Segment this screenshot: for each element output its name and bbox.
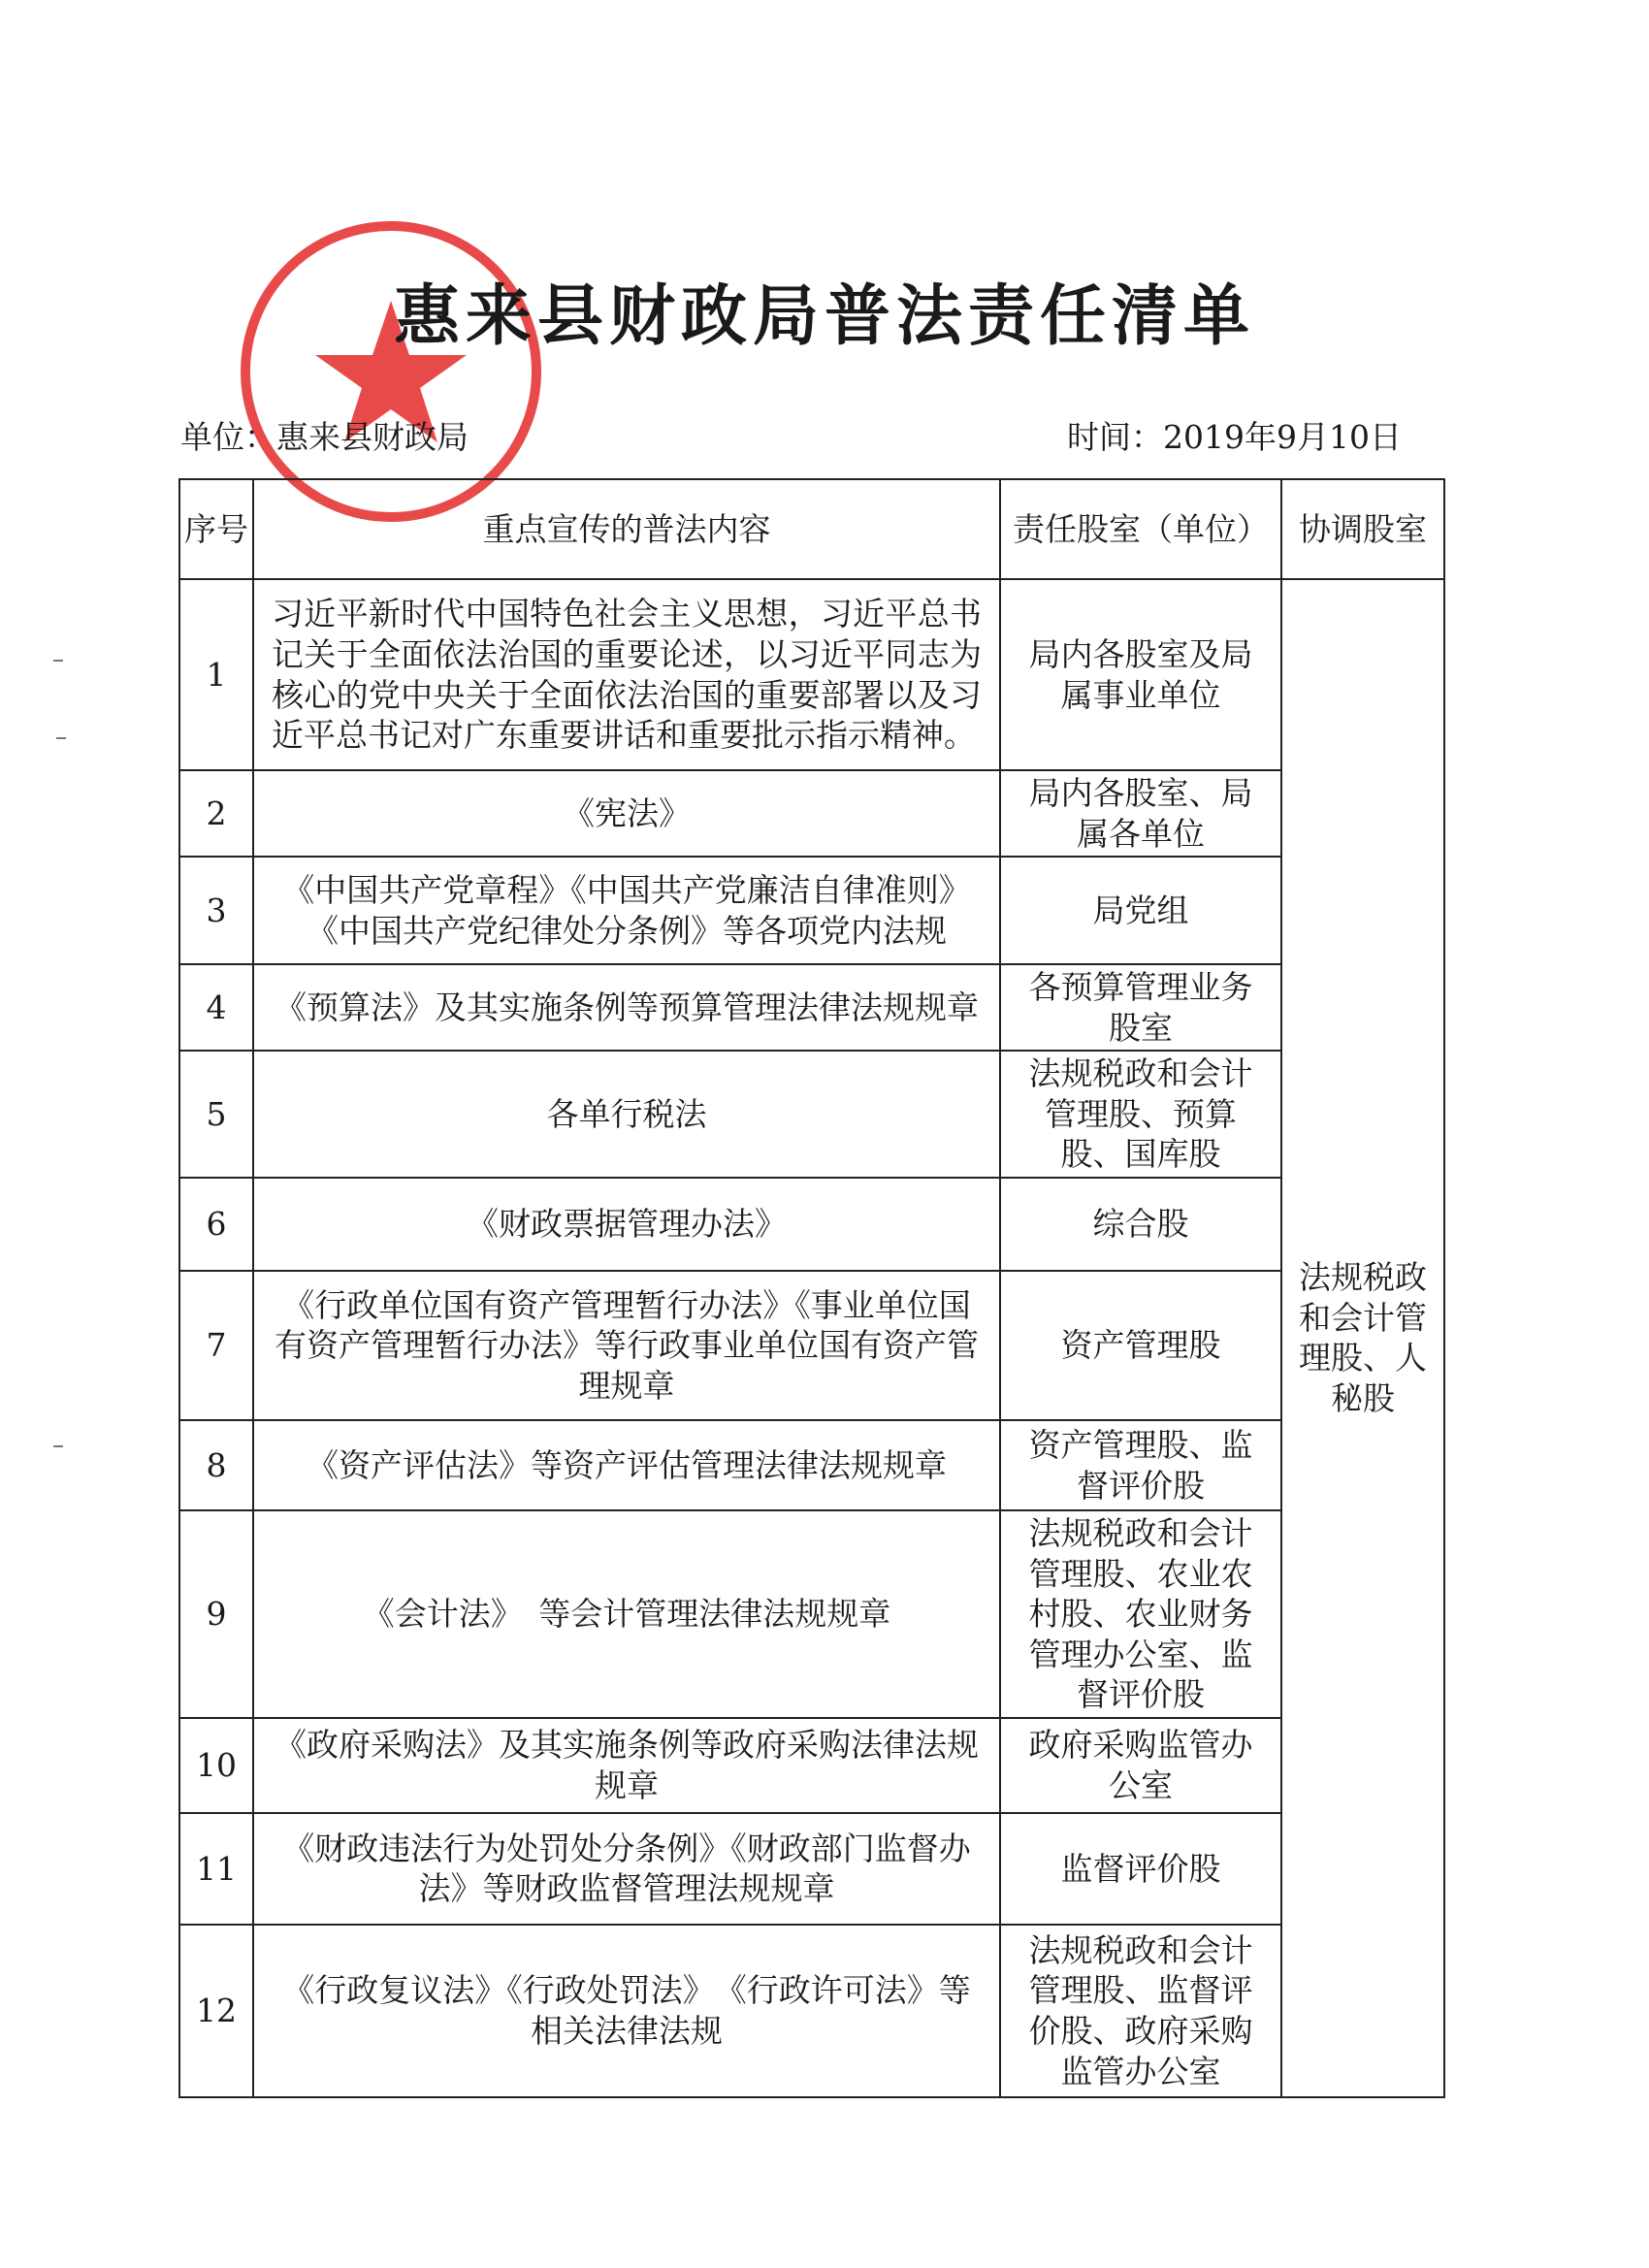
- table-row: [179, 857, 1444, 964]
- row-dept: 资产管理股、监督评价股: [1000, 1420, 1281, 1510]
- row-number: 12: [179, 1925, 253, 2097]
- header-dept: 责任股室（单位）: [1000, 479, 1281, 579]
- row-content: 《预算法》及其实施条例等预算管理法律法规规章: [253, 964, 1000, 1051]
- table-row: [179, 1718, 1444, 1813]
- coordinating-dept: 法规税政和会计管理股、人秘股: [1281, 579, 1444, 2097]
- table-row: [179, 1420, 1444, 1510]
- row-content: 《宪法》: [253, 770, 1000, 857]
- header-content: 重点宣传的普法内容: [253, 479, 1000, 579]
- row-content: 《财政票据管理办法》: [253, 1178, 1000, 1271]
- table-row: [179, 1271, 1444, 1420]
- row-dept: 各预算管理业务股室: [1000, 964, 1281, 1051]
- table-row: [179, 1813, 1444, 1925]
- table-row: [179, 1925, 1444, 2097]
- row-number: 1: [179, 579, 253, 770]
- row-content: 《中国共产党章程》《中国共产党廉洁自律准则》《中国共产党纪律处分条例》等各项党内法规: [253, 857, 1000, 964]
- row-content: 习近平新时代中国特色社会主义思想，习近平总书记关于全面依法治国的重要论述，以习近平同志为核心的党中央关于全面依法治国的重要部署以及习近平总书记对广东重要讲话和重要批示指示精神。: [253, 579, 1000, 770]
- row-number: 11: [179, 1813, 253, 1925]
- row-number: 4: [179, 964, 253, 1051]
- row-dept: 监督评价股: [1000, 1813, 1281, 1925]
- row-number: 7: [179, 1271, 253, 1420]
- table-row: [179, 1051, 1444, 1178]
- row-content: 《行政复议法》《行政处罚法》 《行政许可法》等相关法律法规: [253, 1925, 1000, 2097]
- responsibility-table: [178, 478, 1445, 2098]
- row-number: 3: [179, 857, 253, 964]
- scan-mark: [53, 660, 63, 662]
- header-index: 序号: [179, 479, 253, 579]
- row-dept: 政府采购监管办公室: [1000, 1718, 1281, 1813]
- table-row: [179, 579, 1444, 770]
- row-content: 《行政单位国有资产管理暂行办法》《事业单位国有资产管理暂行办法》等行政事业单位国有资产管理规章: [253, 1271, 1000, 1420]
- scan-mark: [53, 1445, 63, 1447]
- table-row: [179, 770, 1444, 857]
- row-dept: 法规税政和会计管理股、预算股、国库股: [1000, 1051, 1281, 1178]
- row-content: 《财政违法行为处罚处分条例》《财政部门监督办法》等财政监督管理法规规章: [253, 1813, 1000, 1925]
- row-dept: 综合股: [1000, 1178, 1281, 1271]
- scan-mark: [56, 737, 66, 739]
- row-number: 6: [179, 1178, 253, 1271]
- date-label: 时间：2019年9月10日: [1067, 418, 1402, 456]
- table-row: [179, 1178, 1444, 1271]
- row-number: 10: [179, 1718, 253, 1813]
- row-content: 各单行税法: [253, 1051, 1000, 1178]
- row-number: 2: [179, 770, 253, 857]
- row-content: 《政府采购法》及其实施条例等政府采购法律法规规章: [253, 1718, 1000, 1813]
- row-dept: 局党组: [1000, 857, 1281, 964]
- unit-label: 单位：惠来县财政局: [180, 418, 469, 456]
- table-row: [179, 964, 1444, 1051]
- document-title: 惠来县财政局普法责任清单: [393, 278, 1255, 355]
- row-number: 9: [179, 1510, 253, 1718]
- row-dept: 局内各股室及局属事业单位: [1000, 579, 1281, 770]
- row-number: 8: [179, 1420, 253, 1510]
- row-number: 5: [179, 1051, 253, 1178]
- row-dept: 资产管理股: [1000, 1271, 1281, 1420]
- row-dept: 法规税政和会计管理股、监督评价股、政府采购监管办公室: [1000, 1925, 1281, 2097]
- row-dept: 法规税政和会计管理股、农业农村股、农业财务管理办公室、监督评价股: [1000, 1510, 1281, 1718]
- table-header-row: [179, 479, 1444, 579]
- row-content: 《会计法》 等会计管理法律法规规章: [253, 1510, 1000, 1718]
- table-row: [179, 1510, 1444, 1718]
- header-coordination: 协调股室: [1281, 479, 1444, 579]
- row-dept: 局内各股室、局属各单位: [1000, 770, 1281, 857]
- row-content: 《资产评估法》等资产评估管理法律法规规章: [253, 1420, 1000, 1510]
